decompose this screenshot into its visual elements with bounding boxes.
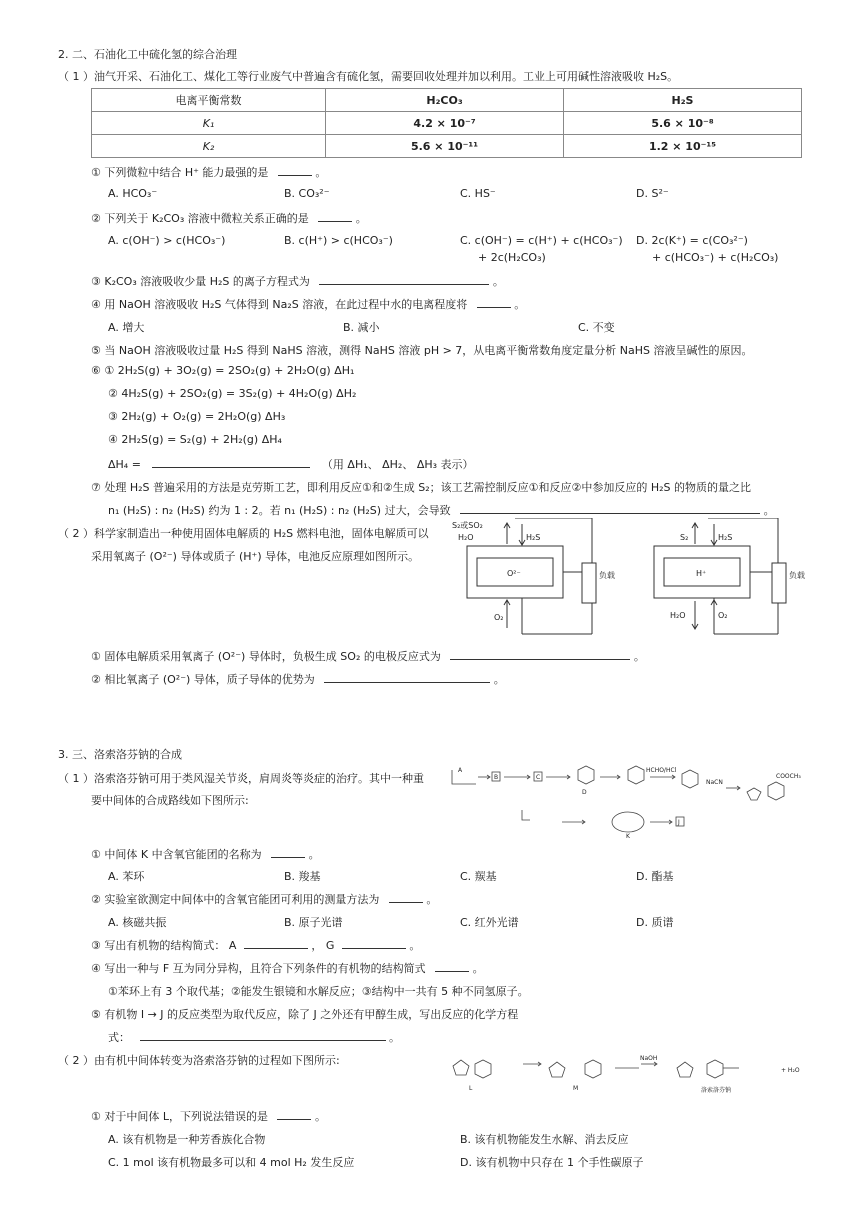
compound-d-label: D — [582, 789, 587, 796]
table-header: 电离平衡常数 — [92, 89, 326, 112]
question-text: ③ K₂CO₃ 溶液吸收少量 H₂S 的离子方程式为 — [91, 275, 310, 288]
answer-blank[interactable] — [450, 649, 630, 660]
question-text: ④ 用 NaOH 溶液吸收 H₂S 气体得到 Na₂S 溶液，在此过程中水的电离程度将 — [91, 298, 468, 311]
question-3-1-4-conditions: ①苯环上有 3 个取代基；②能发生银镜和水解反应；③结构中一共有 5 种不同氢原子。 — [108, 985, 529, 998]
option[interactable]: B. CO₃²⁻ — [284, 187, 330, 200]
option[interactable]: C. 羰基 — [460, 870, 497, 883]
option[interactable]: B. 原子光谱 — [284, 916, 343, 929]
option[interactable]: B. 羧基 — [284, 870, 321, 883]
table-cell: 4.2 × 10⁻⁷ — [326, 112, 564, 135]
compound-a-label: A — [458, 767, 463, 774]
section3-part2: （ 2 ）由有机中间体转变为洛索洛芬钠的过程如下图所示: — [58, 1054, 340, 1067]
question-text: ② 实验室欲测定中间体中的含氧官能团可利用的测量方法为 — [91, 893, 380, 906]
question-2-1-1: ① 下列微粒中结合 H⁺ 能力最强的是 。 — [91, 166, 327, 179]
question-2-1-5: ⑤ 当 NaOH 溶液吸收过量 H₂S 得到 NaHS 溶液，测得 NaHS 溶液 pH > 7，从电离平衡常数角度定量分析 NaHS 溶液呈碱性的原因。 — [91, 344, 753, 357]
table-cell: 5.6 × 10⁻¹¹ — [326, 135, 564, 158]
answer-blank[interactable] — [319, 274, 489, 285]
question-2-1-2: ② 下列关于 K₂CO₃ 溶液中微粒关系正确的是 。 — [91, 212, 367, 225]
question-3-1-2: ② 实验室欲测定中间体中的含氧官能团可利用的测量方法为 。 — [91, 893, 438, 906]
question-2-1-6-ask — [108, 456, 474, 472]
ionization-constant-table — [91, 88, 802, 158]
option[interactable]: A. 该有机物是一种芳香族化合物 — [108, 1133, 266, 1146]
left-cell-electrolyte-label: O²⁻ — [507, 569, 521, 578]
option[interactable]: C. c(OH⁻) = c(H⁺) + c(HCO₃⁻) — [460, 234, 623, 247]
equation-4: ④ 2H₂S(g) = S₂(g) + 2H₂(g) ΔH₄ — [108, 433, 282, 446]
option[interactable]: C. 1 mol 该有机物最多可以和 4 mol H₂ 发生反应 — [108, 1156, 355, 1169]
question-text: ΔH₄ = — [108, 458, 141, 471]
question-2-2-1: ① 固体电解质采用氧离子 (O²⁻) 导体时，负极生成 SO₂ 的电极反应式为 。 — [91, 650, 645, 663]
section2-heading: 2. 二、石油化工中硫化氢的综合治理 — [58, 48, 237, 61]
section2-part2-line1: （ 2 ）科学家制造出一种使用固体电解质的 H₂S 燃料电池，固体电解质可以 — [58, 527, 429, 540]
question-2-1-4: ④ 用 NaOH 溶液吸收 H₂S 气体得到 Na₂S 溶液，在此过程中水的电离程度将 。 — [91, 298, 526, 311]
option[interactable]: D. S²⁻ — [636, 187, 669, 200]
right-cell-inlet-label: H₂S — [718, 533, 733, 542]
answer-blank[interactable] — [342, 938, 406, 949]
left-cell-outlet-label: S₂或SO₂ — [452, 521, 483, 530]
question-text: ① 中间体 K 中含氧官能团的名称为 — [91, 848, 262, 861]
option-continued: + 2c(H₂CO₃) — [478, 251, 546, 264]
section2-part1-intro: （ 1 ）油气开采、石油化工、煤化工等行业废气中普遍含有硫化氢，需要回收处理并加以利用。工业上可用碱性溶液吸收 H₂S。 — [58, 70, 679, 83]
sodium-loxoprofen-scheme — [445, 1042, 815, 1098]
option[interactable]: B. 减小 — [343, 321, 380, 334]
question-text: ① 固体电解质采用氧离子 (O²⁻) 导体时，负极生成 SO₂ 的电极反应式为 — [91, 650, 441, 663]
reagent-label: NaCN — [706, 779, 723, 786]
option[interactable]: A. 增大 — [108, 321, 145, 334]
product-name-label: 洛索洛芬钠 — [701, 1087, 732, 1094]
option[interactable]: D. 该有机物中只存在 1 个手性碳原子 — [460, 1156, 644, 1169]
option-continued: + c(HCO₃⁻) + c(H₂CO₃) — [652, 251, 779, 264]
answer-blank[interactable] — [140, 1030, 386, 1041]
compound-m-label: M — [573, 1085, 579, 1092]
question-text: （用 ΔH₁、 ΔH₂、 ΔH₃ 表示） — [321, 458, 474, 471]
compound-l-label: L — [469, 1085, 473, 1092]
option[interactable]: C. HS⁻ — [460, 187, 496, 200]
equation-2: ② 4H₂S(g) + 2SO₂(g) = 3S₂(g) + 4H₂O(g) ΔH₂ — [108, 387, 357, 400]
compound-j-label: J — [678, 819, 680, 826]
question-2-2-2: ② 相比氧离子 (O²⁻) 导体，质子导体的优势为 。 — [91, 673, 505, 686]
reagent-label: NaOH — [640, 1055, 658, 1062]
question-3-1-5-line2: 式： 。 — [108, 1031, 400, 1044]
question-3-1-3: ③ 写出有机物的结构简式： A ， G 。 — [91, 939, 421, 952]
question-text: ② 下列关于 K₂CO₃ 溶液中微粒关系正确的是 — [91, 212, 309, 225]
option[interactable]: A. HCO₃⁻ — [108, 187, 158, 200]
equation-1: ⑥ ① 2H₂S(g) + 3O₂(g) = 2SO₂(g) + 2H₂O(g) ΔH₁ — [91, 364, 355, 377]
option[interactable]: B. c(H⁺) > c(HCO₃⁻) — [284, 234, 393, 247]
left-cell-outlet2-label: H₂O — [458, 533, 474, 542]
question-text: ② 相比氧离子 (O²⁻) 导体，质子导体的优势为 — [91, 673, 315, 686]
right-cell-oxygen-label: O₂ — [718, 611, 728, 620]
answer-blank[interactable] — [324, 672, 490, 683]
reagent-label: HCHO/HCl — [646, 767, 677, 774]
right-cell-outlet-label: S₂ — [680, 533, 689, 542]
table-cell: K₁ — [92, 112, 326, 135]
question-3-1-1: ① 中间体 K 中含氧官能团的名称为 。 — [91, 848, 320, 861]
right-cell-water-label: H₂O — [670, 611, 686, 620]
fuel-cell-diagram — [452, 518, 812, 636]
question-text: 式： — [108, 1031, 130, 1044]
section3-part1-line2: 要中间体的合成路线如下图所示: — [91, 794, 249, 807]
question-3-2-1: ① 对于中间体 L，下列说法错误的是 。 — [91, 1110, 326, 1123]
question-3-1-5: ⑤ 有机物 I → J 的反应类型为取代反应，除了 J 之外还有甲醇生成，写出反应的化学方程 — [91, 1008, 519, 1021]
section2-part2-line2: 采用氧离子 (O²⁻) 导体或质子 (H⁺) 导体，电池反应原理如图所示。 — [91, 550, 420, 563]
table-cell: 5.6 × 10⁻⁸ — [564, 112, 802, 135]
question-text: ① 对于中间体 L，下列说法错误的是 — [91, 1110, 268, 1123]
question-text: ， G — [311, 939, 335, 952]
answer-blank[interactable] — [435, 961, 469, 972]
answer-blank[interactable] — [477, 297, 511, 308]
option[interactable]: D. 质谱 — [636, 916, 674, 929]
table-header: H₂CO₃ — [326, 89, 564, 112]
question-text: ① 下列微粒中结合 H⁺ 能力最强的是 — [91, 166, 269, 179]
option[interactable]: B. 该有机物能发生水解、消去反应 — [460, 1133, 629, 1146]
answer-blank[interactable] — [318, 211, 352, 222]
right-cell-electrolyte-label: H⁺ — [696, 569, 707, 578]
option[interactable]: C. 不变 — [578, 321, 615, 334]
question-text: ③ 写出有机物的结构简式： A — [91, 939, 237, 952]
option[interactable]: A. c(OH⁻) > c(HCO₃⁻) — [108, 234, 226, 247]
equation-3: ③ 2H₂(g) + O₂(g) = 2H₂O(g) ΔH₃ — [108, 410, 286, 423]
left-cell-load-label: 负载 — [599, 571, 615, 580]
question-2-1-3: ③ K₂CO₃ 溶液吸收少量 H₂S 的离子方程式为 。 — [91, 275, 504, 288]
answer-blank[interactable] — [271, 847, 305, 858]
question-2-1-7: ⑦ 处理 H₂S 普遍采用的方法是克劳斯工艺，即利用反应①和②生成 S₂；该工艺需控制反应①和反应②中参加反应的 H₂S 的物质的量之比 — [91, 481, 752, 494]
compound-c-label: C — [536, 774, 541, 781]
question-text: n₁ (H₂S) : n₂ (H₂S) 约为 1 : 2。若 n₁ (H₂S) : n₂ (H₂S) 过大，会导致 — [108, 504, 451, 517]
question-2-1-7-line2: n₁ (H₂S) : n₂ (H₂S) 约为 1 : 2。若 n₁ (H₂S) : n₂ (H₂S) 过大，会导致 。 — [108, 504, 775, 517]
option[interactable]: D. 2c(K⁺) = c(CO₃²⁻) — [636, 234, 748, 247]
answer-blank[interactable] — [244, 938, 308, 949]
question-3-1-4: ④ 写出一种与 F 互为同分异构，且符合下列条件的有机物的结构简式 。 — [91, 962, 484, 975]
answer-blank[interactable] — [460, 503, 760, 514]
water-byproduct-label: + H₂O — [781, 1067, 800, 1074]
table-header: H₂S — [564, 89, 802, 112]
question-text: ④ 写出一种与 F 互为同分异构，且符合下列条件的有机物的结构简式 — [91, 962, 426, 975]
answer-blank[interactable] — [389, 892, 423, 903]
answer-blank[interactable] — [152, 457, 310, 468]
option[interactable]: C. 红外光谱 — [460, 916, 519, 929]
synthesis-route-scheme — [450, 762, 820, 842]
compound-b-label: B — [494, 774, 499, 781]
left-cell-inlet-label: H₂S — [526, 533, 541, 542]
answer-blank[interactable] — [277, 1109, 311, 1120]
section3-part1-line1: （ 1 ）洛索洛芬钠可用于类风湿关节炎，肩周炎等炎症的治疗。其中一种重 — [58, 772, 424, 785]
option[interactable]: A. 苯环 — [108, 870, 145, 883]
left-cell-oxygen-label: O₂ — [494, 613, 504, 622]
option[interactable]: D. 酯基 — [636, 870, 674, 883]
option[interactable]: A. 核磁共振 — [108, 916, 167, 929]
table-cell: 1.2 × 10⁻¹⁵ — [564, 135, 802, 158]
product-ester-label: COOCH₃ — [776, 773, 801, 780]
answer-blank[interactable] — [278, 165, 312, 176]
compound-k-label: K — [626, 833, 630, 840]
section3-heading: 3. 三、洛索洛芬钠的合成 — [58, 748, 182, 761]
table-cell: K₂ — [92, 135, 326, 158]
right-cell-load-label: 负载 — [789, 571, 805, 580]
